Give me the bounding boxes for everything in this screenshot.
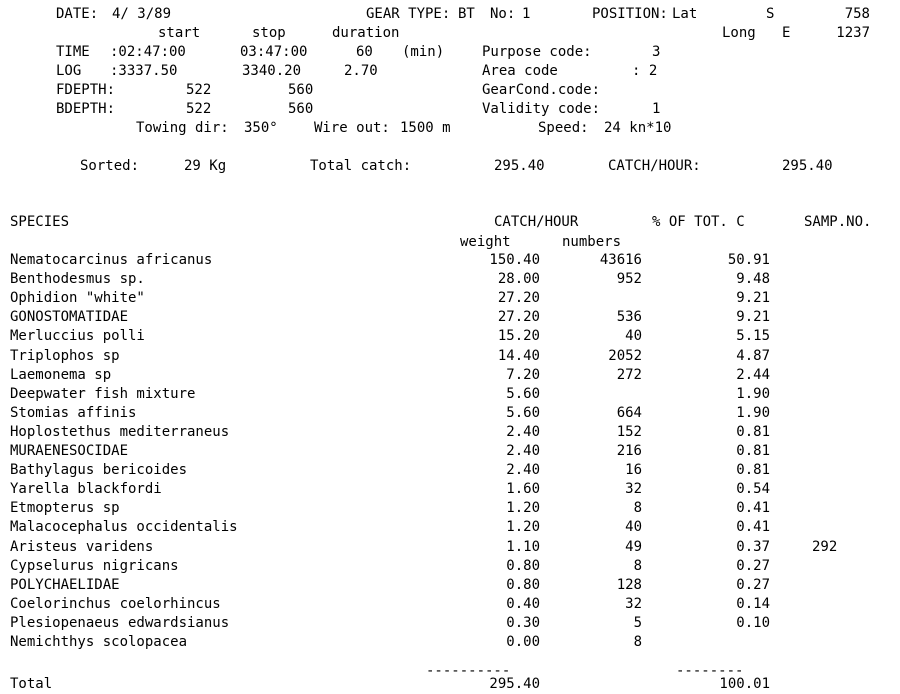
pct-of-total: 50.91 [727,252,770,268]
catch-weight: 5.60 [506,385,540,402]
catch-weight: 28.00 [497,271,540,288]
species-name: Nemichthys scolopacea [10,634,188,650]
table-row [0,289,900,308]
table-row [0,442,900,461]
pct-of-total: 0.41 [736,500,770,517]
table-row [0,347,900,366]
table-row [0,251,900,270]
species-name: Bathylagus bericoides [10,462,188,479]
catch-numbers: 49 [625,538,642,555]
catch-hour-label: CATCH/HOUR: [608,158,701,174]
table-row [0,327,900,346]
catch-numbers: 8 [633,557,642,574]
catch-numbers: 5 [633,614,642,631]
pct-of-total: 0.81 [736,462,770,479]
area-code-label: Area code [482,63,558,79]
date-value: 4/ 3/89 [112,6,172,22]
table-row [0,480,900,499]
long-label: Long [722,25,756,41]
species-name: Yarella blackfordi [10,481,162,498]
species-column-header: SPECIES [10,214,70,230]
time-unit: (min) [402,44,445,60]
total-pct-value: 100.01 [719,676,770,692]
catch-weight: 0.40 [506,595,540,612]
table-row [0,423,900,442]
time-label: TIME [56,44,90,60]
position-label: POSITION: [592,6,668,22]
col-stop-header: stop [252,25,286,41]
pct-of-total: 9.48 [736,271,770,288]
species-name: Cypselurus nigricans [10,557,179,574]
table-row [0,633,900,652]
catch-weight: 15.20 [497,328,540,345]
pct-of-total: 0.54 [736,481,770,498]
fdepth-stop: 560 [288,82,314,98]
species-name: Deepwater fish mixture [10,385,196,402]
towing-dir-value: 350° [244,120,278,136]
table-row [0,461,900,480]
catch-numbers: 32 [625,595,642,612]
no-label: No: [490,6,516,22]
catch-weight: 150.40 [489,252,540,268]
pct-of-total: 0.14 [736,595,770,612]
gearcond-code-label: GearCond.code: [482,82,601,98]
speed-label: Speed: [538,120,589,136]
species-name: Aristeus varidens [10,538,154,555]
catch-weight: 0.80 [506,557,540,574]
table-row [0,366,900,385]
pct-of-total: 0.41 [736,519,770,536]
time-start: :02:47:00 [110,44,186,60]
sample-no-column-header: SAMP.NO. [804,214,872,230]
log-start: :3337.50 [110,63,178,79]
catch-weight: 0.80 [506,576,540,593]
log-duration: 2.70 [344,63,378,79]
catch-numbers: 128 [616,576,642,593]
pct-of-total: 9.21 [736,309,770,326]
purpose-code-value: 3 [652,44,661,60]
catch-numbers: 43616 [599,252,642,268]
catch-hour-column-header: CATCH/HOUR [494,214,579,230]
log-label: LOG [56,63,82,79]
wire-out-label: Wire out: [314,120,390,136]
speed-value: 24 kn*10 [604,120,672,136]
table-row [0,614,900,633]
total-catch-value: 295.40 [494,158,545,174]
species-name: GONOSTOMATIDAE [10,309,129,326]
col-duration-header: duration [332,25,400,41]
date-label: DATE: [56,6,99,22]
lat-label: Lat [672,6,698,22]
species-name: Etmopterus sp [10,500,120,517]
catch-numbers: 152 [616,423,642,440]
total-weight-value: 295.40 [489,676,540,692]
catch-weight: 2.40 [506,443,540,459]
total-catch-label: Total catch: [310,158,412,174]
purpose-code-label: Purpose code: [482,44,592,60]
total-weight-rule: ---------- [426,663,511,679]
species-name: Triplophos sp [10,347,120,364]
catch-numbers: 40 [625,328,642,345]
catch-numbers: 216 [616,443,642,459]
total-label: Total [10,676,53,692]
bdepth-stop: 560 [288,101,314,117]
numbers-subheader: numbers [562,234,622,250]
pct-of-total: 4.87 [736,347,770,364]
catch-numbers: 272 [616,366,642,383]
catch-numbers: 8 [633,500,642,517]
species-name: Laemonema sp [10,366,112,383]
catch-numbers: 32 [625,481,642,498]
catch-weight: 7.20 [506,366,540,383]
bdepth-start: 522 [186,101,212,117]
fdepth-label: FDEPTH: [56,82,116,98]
bdepth-label: BDEPTH: [56,101,116,117]
species-name: Nematocarcinus africanus [10,252,213,268]
table-row [0,385,900,404]
table-row [0,576,900,595]
validity-code-value: 1 [652,101,661,117]
catch-numbers: 2052 [608,347,642,364]
table-row [0,270,900,289]
species-name: MURAENESOCIDAE [10,443,129,459]
fdepth-start: 522 [186,82,212,98]
sample-number: 292 [812,538,838,555]
table-row [0,557,900,576]
pct-of-total: 0.10 [736,614,770,631]
lat-value: 758 [844,6,870,22]
col-start-header: start [158,25,201,41]
catch-numbers: 952 [616,271,642,288]
catch-weight: 2.40 [506,462,540,479]
species-name: Plesiopenaeus edwardsianus [10,614,230,631]
total-pct-rule: -------- [676,663,744,679]
catch-weight: 1.10 [506,538,540,555]
lat-hemisphere: S [766,6,775,22]
gear-type-label: GEAR TYPE: [366,6,451,22]
pct-of-total: 0.37 [736,538,770,555]
pct-of-total: 1.90 [736,404,770,421]
catch-numbers: 8 [633,634,642,650]
time-duration: 60 [356,44,373,60]
pct-of-total: 0.27 [736,576,770,593]
species-name: Ophidion "white" [10,290,145,307]
wire-out-value: 1500 m [400,120,451,136]
no-value: 1 [522,6,531,22]
table-row [0,538,900,557]
table-row [0,404,900,423]
sorted-value: 29 Kg [184,158,227,174]
table-row [0,595,900,614]
pct-of-total: 5.15 [736,328,770,345]
species-name: Benthodesmus sp. [10,271,145,288]
catch-weight: 0.30 [506,614,540,631]
gear-type-value: BT [458,6,475,22]
catch-weight: 0.00 [506,634,540,650]
pct-of-total: 0.27 [736,557,770,574]
long-hemisphere: E [782,25,791,41]
catch-weight: 27.20 [497,309,540,326]
log-stop: 3340.20 [242,63,302,79]
weight-subheader: weight [460,234,511,250]
catch-numbers: 16 [625,462,642,479]
catch-numbers: 536 [616,309,642,326]
validity-code-label: Validity code: [482,101,601,117]
species-name: Merluccius polli [10,328,145,345]
table-row [0,308,900,327]
catch-hour-value: 295.40 [782,158,833,174]
species-name: Stomias affinis [10,404,137,421]
catch-weight: 1.20 [506,500,540,517]
table-row [0,499,900,518]
pct-of-total: 9.21 [736,290,770,307]
catch-weight: 27.20 [497,290,540,307]
towing-dir-label: Towing dir: [136,120,229,136]
species-name: POLYCHAELIDAE [10,576,120,593]
species-name: Coelorinchus coelorhincus [10,595,221,612]
table-row [0,518,900,537]
area-code-value: : 2 [632,63,658,79]
pct-of-total: 2.44 [736,366,770,383]
species-name: Hoplostethus mediterraneus [10,423,230,440]
catch-weight: 1.20 [506,519,540,536]
catch-weight: 1.60 [506,481,540,498]
long-value: 1237 [836,25,870,41]
catch-numbers: 664 [616,404,642,421]
catch-weight: 5.60 [506,404,540,421]
catch-weight: 14.40 [497,347,540,364]
catch-weight: 2.40 [506,423,540,440]
pct-of-total: 1.90 [736,385,770,402]
pct-of-total: 0.81 [736,423,770,440]
sorted-label: Sorted: [80,158,140,174]
time-stop: 03:47:00 [240,44,308,60]
species-name: Malacocephalus occidentalis [10,519,238,536]
pct-total-column-header: % OF TOT. C [652,214,745,230]
pct-of-total: 0.81 [736,443,770,459]
catch-numbers: 40 [625,519,642,536]
